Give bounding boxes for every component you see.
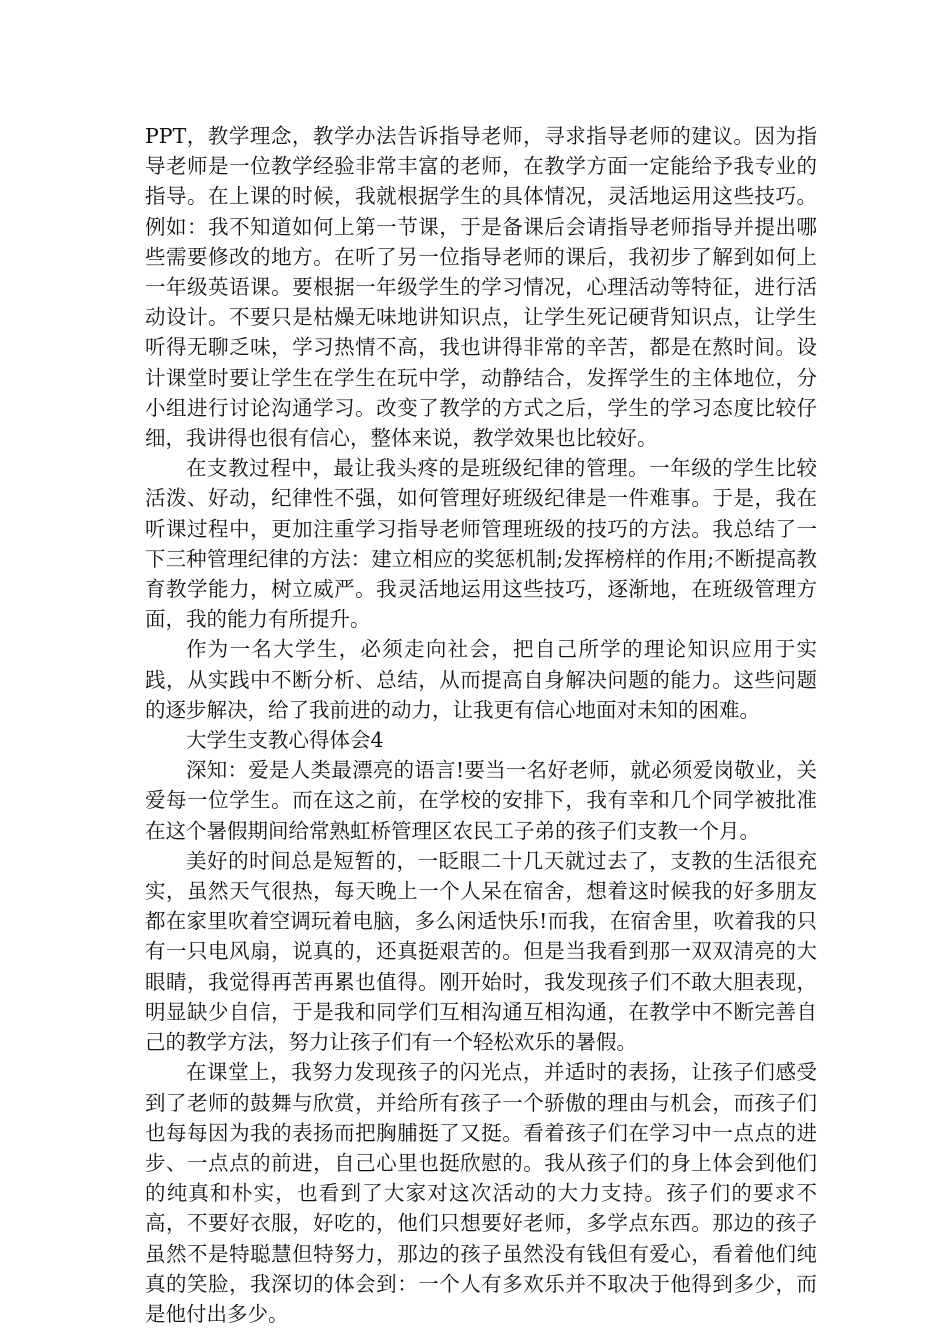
- paragraph-2: 在支教过程中，最让我头疼的是班级纪律的管理。一年级的学生比较活泼、好动，纪律性不强，如何管理好班级纪律是一件难事。于是，我在听课过程中，更加注重学习指导老师管理班级的技巧的方法。我总结了一下三种管理纪律的方法：建立相应的奖惩机制;发挥榜样的作用;不断提高教育教学能力，树立威严。我灵活地运用这些技巧，逐渐地，在班级管理方面，我的能力有所提升。: [145, 456, 817, 632]
- section-heading: 大学生支教心得体会4: [186, 728, 384, 753]
- paragraph-4: 深知：爱是人类最漂亮的语言!要当一名好老师，就必须爱岗敬业，关爱每一位学生。而在这之前，在学校的安排下，我有幸和几个同学被批准在这个暑假期间给常熟虹桥管理区农民工子弟的孩子们支教一个月。: [145, 758, 817, 843]
- paragraph-6: 在课堂上，我努力发现孩子的闪光点，并适时的表扬，让孩子们感受到了老师的鼓舞与欣赏，并给所有孩子一个骄傲的理由与机会，而孩子们也每每因为我的表扬而把胸脯挺了又挺。看着孩子们在学习中一点点的进步、一点点的前进，自己心里也挺欣慰的。我从孩子们的身上体会到他们的纯真和朴实，也看到了大家对这次活动的大力支持。孩子们的要求不高，不要好衣服，好吃的，他们只想要好老师，多学点东西。那边的孩子虽然不是特聪慧但特努力，那边的孩子虽然没有钱但有爱心，看着他们纯真的笑脸，我深切的体会到：一个人有多欢乐并不取决于他得到多少，而是他付出多少。: [145, 1060, 817, 1326]
- paragraph-5: 美好的时间总是短暂的，一眨眼二十几天就过去了，支教的生活很充实，虽然天气很热，每天晚上一个人呆在宿舍，想着这时候我的好多朋友都在家里吹着空调玩着电脑，多么闲适快乐!而我，在宿舍里，吹着我的只有一只电风扇，说真的，还真挺艰苦的。但是当我看到那一双双清亮的大眼睛，我觉得再苦再累也值得。刚开始时，我发现孩子们不敢大胆表现，明显缺少自信，于是我和同学们互相沟通互相沟通，在教学中不断完善自己的教学方法，努力让孩子们有一个轻松欢乐的暑假。: [145, 848, 817, 1055]
- paragraph-3: 作为一名大学生，必须走向社会，把自己所学的理论知识应用于实践，从实践中不断分析、总结，从而提高自身解决问题的能力。这些问题的逐步解决，给了我前进的动力，让我更有信心地面对未知的困难。: [145, 637, 817, 722]
- document-body: [145, 121, 817, 1329]
- paragraph-1: PPT，教学理念，教学办法告诉指导老师，寻求指导老师的建议。因为指导老师是一位教学经验非常丰富的老师，在教学方面一定能给予我专业的指导。在上课的时候，我就根据学生的具体情况，灵活地运用这些技巧。例如：我不知道如何上第一节课，于是备课后会请指导老师指导并提出哪些需要修改的地方。在听了另一位指导老师的课后，我初步了解到如何上一年级英语课。要根据一年级学生的学习情况，心理活动等特征，进行活动设计。不要只是枯燥无味地讲知识点，让学生死记硬背知识点，让学生听得无聊乏味，学习热情不高，我也讲得非常的辛苦，都是在熬时间。设计课堂时要让学生在学生在玩中学，动静结合，发挥学生的主体地位，分小组进行讨论沟通学习。改变了教学的方式之后，学生的学习态度比较仔细，我讲得也很有信心，整体来说，教学效果也比较好。: [145, 124, 817, 451]
